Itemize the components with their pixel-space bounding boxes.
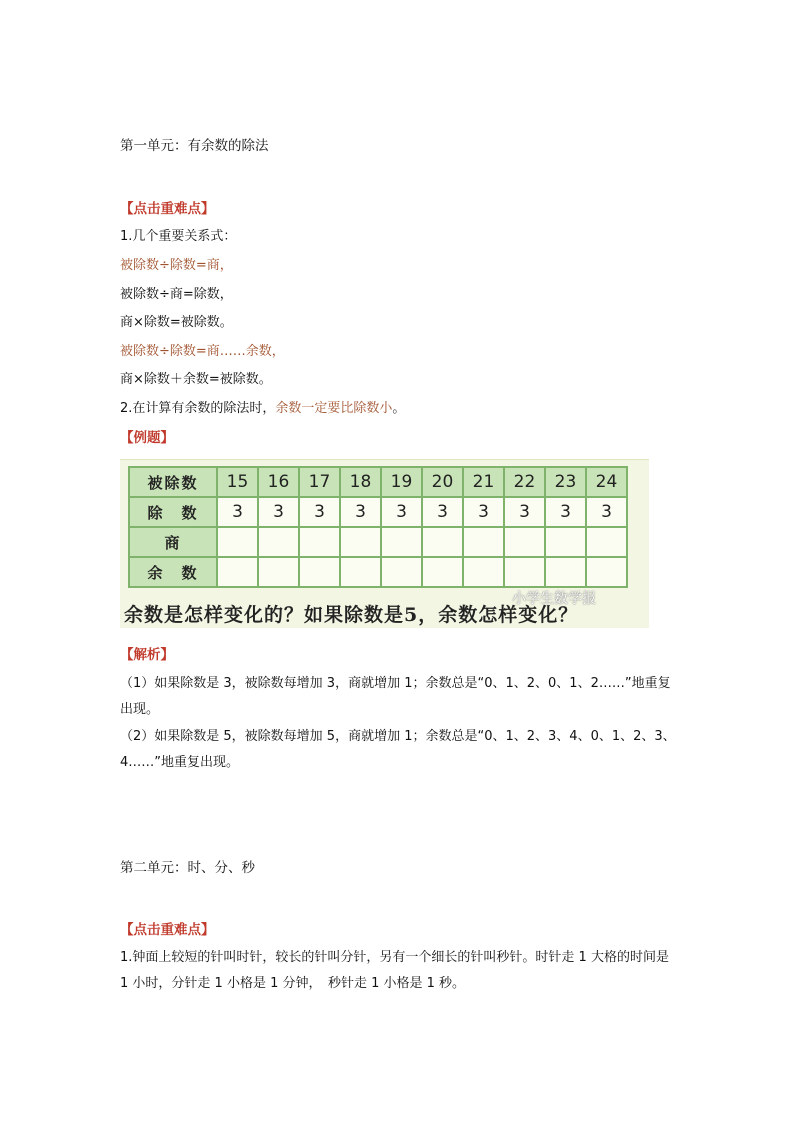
divisor-cell: 3 bbox=[340, 497, 381, 527]
point2-suffix: 。 bbox=[392, 401, 406, 416]
dividend-cell: 24 bbox=[586, 467, 627, 497]
formula-3: 商×除数=被除数。 bbox=[120, 315, 233, 330]
table-row-divisor bbox=[129, 497, 627, 527]
empty-cell bbox=[340, 527, 381, 557]
row-label-quotient: 商 bbox=[129, 527, 217, 557]
dividend-cell: 17 bbox=[299, 467, 340, 497]
row-label-divisor: 除 数 bbox=[129, 497, 217, 527]
divisor-cell: 3 bbox=[299, 497, 340, 527]
unit2-point1: 1.钟面上较短的针叫时针，较长的针叫分针，另有一个细长的针叫秒针。时针走 1 大格的时间是 1 小时，分针走 1 小格是 1 分钟， 秒针走 1 小格是 1 秒。 bbox=[120, 950, 669, 991]
table-row-quotient bbox=[129, 527, 627, 557]
unit1-key-points-header: 【点击重难点】 bbox=[120, 201, 215, 217]
point2-highlight: 余数一定要比除数小 bbox=[275, 401, 393, 416]
empty-cell bbox=[586, 557, 627, 587]
divisor-cell: 3 bbox=[545, 497, 586, 527]
point2-prefix: 2.在计算有余数的除法时， bbox=[120, 401, 276, 416]
empty-cell bbox=[422, 527, 463, 557]
empty-cell bbox=[504, 527, 545, 557]
empty-cell bbox=[299, 527, 340, 557]
watermark: 小学生数学报 bbox=[512, 591, 596, 607]
empty-cell bbox=[381, 557, 422, 587]
formula-4: 被除数÷除数=商……余数， bbox=[120, 344, 285, 359]
divisor-cell: 3 bbox=[258, 497, 299, 527]
analysis-2: （2）如果除数是 5，被除数每增加 5，商就增加 1；余数总是“0、1、2、3、4、0、1、2、3、4……”地重复出现。 bbox=[120, 729, 676, 770]
divisor-cell: 3 bbox=[422, 497, 463, 527]
example-table bbox=[128, 466, 628, 588]
divisor-cell: 3 bbox=[217, 497, 258, 527]
dividend-cell: 20 bbox=[422, 467, 463, 497]
dividend-cell: 19 bbox=[381, 467, 422, 497]
empty-cell bbox=[422, 557, 463, 587]
example-header: 【例题】 bbox=[120, 430, 174, 446]
empty-cell bbox=[463, 527, 504, 557]
empty-cell bbox=[586, 527, 627, 557]
dividend-cell: 16 bbox=[258, 467, 299, 497]
dividend-cell: 18 bbox=[340, 467, 381, 497]
unit2-title: 第二单元：时、分、秒 bbox=[120, 860, 255, 876]
dividend-cell: 22 bbox=[504, 467, 545, 497]
empty-cell bbox=[545, 557, 586, 587]
analysis-header: 【解析】 bbox=[120, 647, 174, 663]
formula-2: 被除数÷商=除数， bbox=[120, 287, 233, 302]
empty-cell bbox=[381, 527, 422, 557]
analysis-1: （1）如果除数是 3，被除数每增加 3，商就增加 1；余数总是“0、1、2、0、1、2……”地重复出现。 bbox=[120, 676, 671, 717]
empty-cell bbox=[504, 557, 545, 587]
table-row-dividend bbox=[129, 467, 627, 497]
divisor-cell: 3 bbox=[381, 497, 422, 527]
unit1-point2 bbox=[120, 399, 405, 419]
example-table-image bbox=[120, 459, 649, 628]
empty-cell bbox=[545, 527, 586, 557]
empty-cell bbox=[258, 557, 299, 587]
unit1-point1: 1.几个重要关系式： bbox=[120, 229, 237, 244]
empty-cell bbox=[340, 557, 381, 587]
row-label-remainder: 余 数 bbox=[129, 557, 217, 587]
divisor-cell: 3 bbox=[586, 497, 627, 527]
empty-cell bbox=[299, 557, 340, 587]
divisor-cell: 3 bbox=[504, 497, 545, 527]
formula-5: 商×除数＋余数=被除数。 bbox=[120, 372, 272, 387]
divisor-cell: 3 bbox=[463, 497, 504, 527]
empty-cell bbox=[463, 557, 504, 587]
formula-1: 被除数÷除数=商， bbox=[120, 258, 233, 273]
empty-cell bbox=[217, 557, 258, 587]
dividend-cell: 23 bbox=[545, 467, 586, 497]
example-question: 余数是怎样变化的？如果除数是5，余数怎样变化？ bbox=[124, 604, 579, 626]
empty-cell bbox=[217, 527, 258, 557]
row-label-dividend: 被除数 bbox=[129, 467, 217, 497]
unit1-title: 第一单元：有余数的除法 bbox=[120, 138, 269, 154]
table-row-remainder bbox=[129, 557, 627, 587]
unit2-key-points-header: 【点击重难点】 bbox=[120, 922, 215, 938]
empty-cell bbox=[258, 527, 299, 557]
dividend-cell: 21 bbox=[463, 467, 504, 497]
dividend-cell: 15 bbox=[217, 467, 258, 497]
